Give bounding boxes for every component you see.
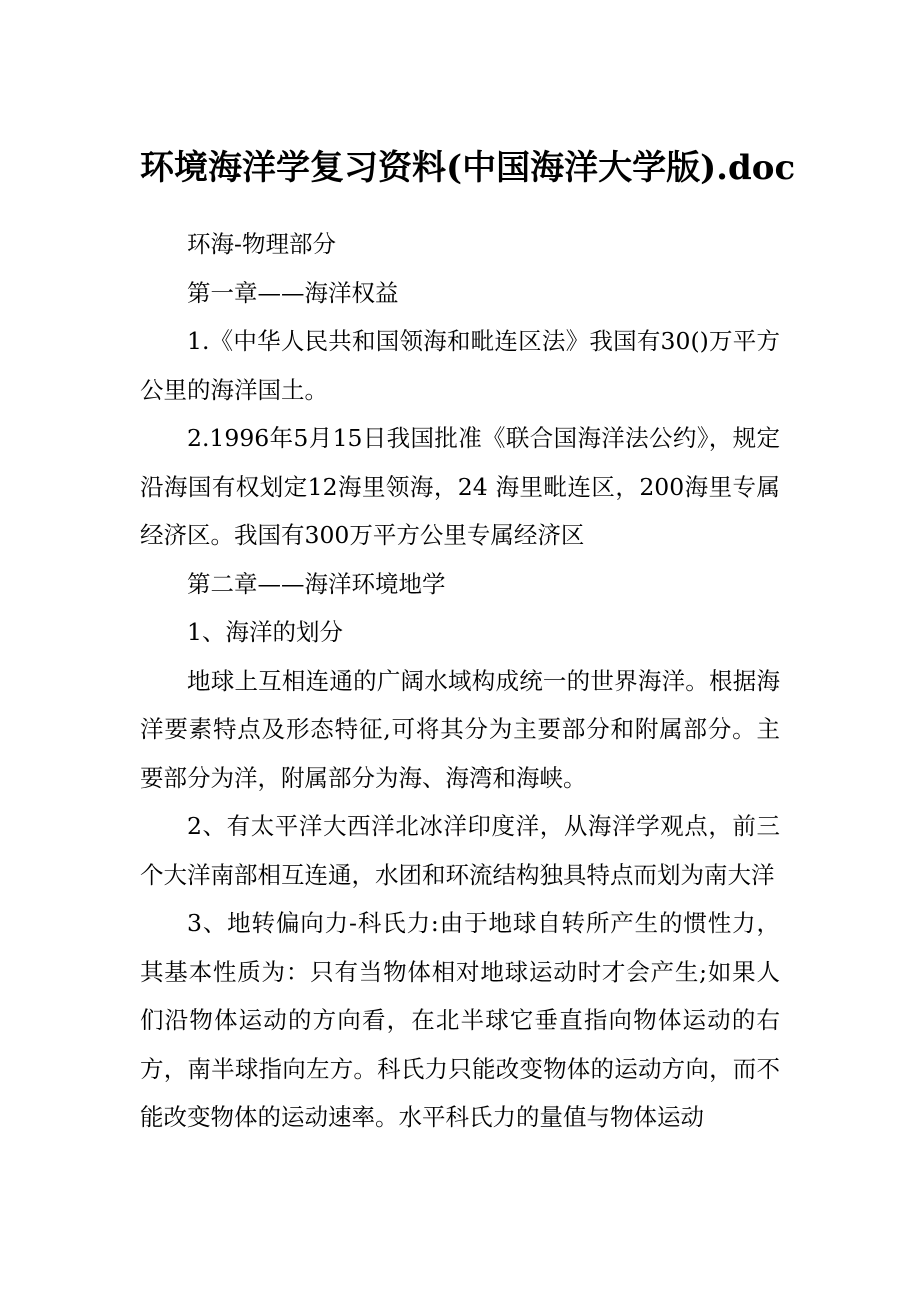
paragraph-ocean-definition: 地球上互相连通的广阔水域构成统一的世界海洋。根据海洋要素特点及形态特征,可将其分为主要部分和附属部分。主要部分为洋，附属部分为海、海湾和海峡。 (140, 666, 780, 792)
paragraph-item-2: 2.1996年5月15日我国批准《联合国海洋法公约》，规定沿海国有权划定12海里领海，24 海里毗连区，200海里专属经济区。我国有300万平方公里专属经济区 (140, 424, 780, 549)
chapter-heading-1: 第一章——海洋权益 (187, 278, 399, 307)
paragraph-coriolis-force: 3、地转偏向力-科氏力:由于地球自转所产生的惯性力，其基本性质为：只有当物体相对地球运动时才会产生;如果人们沿物体运动的方向看，在北半球它垂直指向物体运动的右方，南半球指向左方。科氏力只能改变物体的运动方向，而不能改变物体的运动速率。水平科氏力的量值与物体运动 (140, 909, 780, 1131)
paragraph-item-1: 1.《中华人民共和国领海和毗连区法》我国有30()万平方公里的海洋国土。 (140, 327, 780, 404)
document-title: 环境海洋学复习资料(中国海洋大学版).doc (140, 148, 796, 188)
document-body (140, 220, 780, 1142)
paragraph-southern-ocean: 2、有太平洋大西洋北冰洋印度洋，从海洋学观点，前三个大洋南部相互连通，水团和环流结构独具特点而划为南大洋 (140, 812, 780, 889)
chapter-heading-2: 第二章——海洋环境地学 (187, 569, 446, 598)
section-heading-physics: 环海-物理部分 (187, 230, 336, 258)
subheading-ocean-division: 1、海洋的划分 (187, 618, 343, 646)
